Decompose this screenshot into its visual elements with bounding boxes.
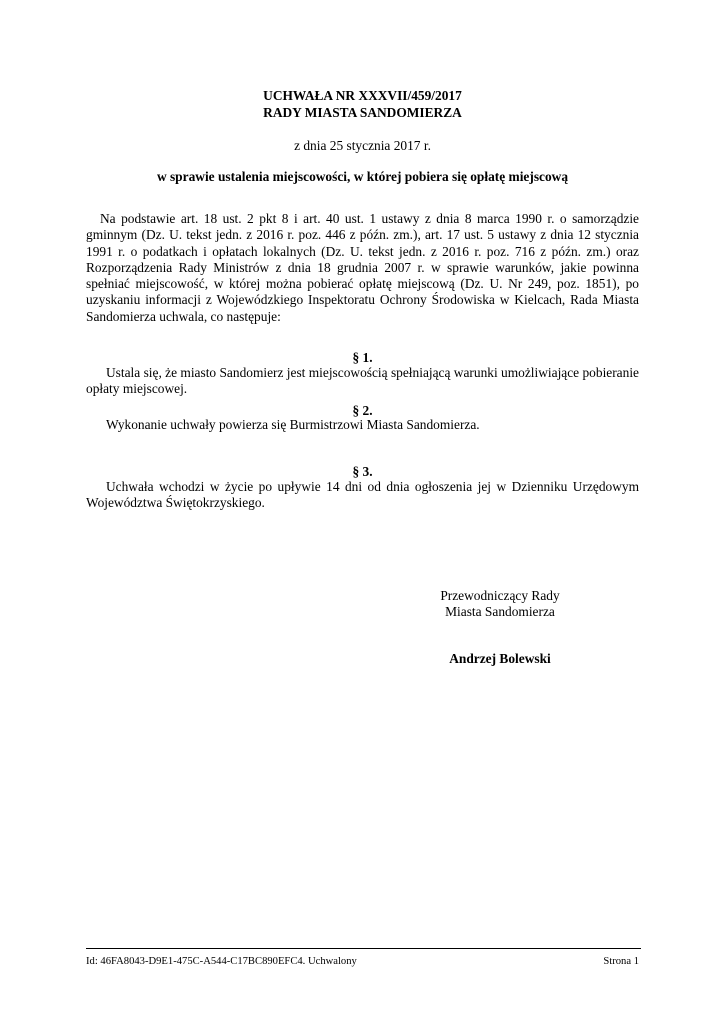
section-1-heading: § 1. xyxy=(352,350,373,365)
council-name: RADY MIASTA SANDOMIERZA xyxy=(263,105,462,120)
signature-role-line2: Miasta Sandomierza xyxy=(445,604,555,619)
preamble-paragraph: Na podstawie art. 18 ust. 2 pkt 8 i art. 40 ust. 1 ustawy z dnia 8 marca 1990 r. o samorządzie gminnym (Dz. U. tekst jedn. z 2016 r. poz. 446 z późn. zm.), art. 17 ust. 5 ustawy z dnia 12 stycznia 1991 r. o podatkach i opłatach lokalnych (Dz. U. tekst jedn. z 2016 r. poz. 716 z późn. zm.) oraz Rozporządzenia Rady Ministrów z dnia 18 grudnia 2007 r. w sprawie warunków, jakie powinna spełniać miejscowość, w której można pobierać opłatę miejscową (Dz. U. Nr 249, poz. 1851), po uzyskaniu informacji z Wojewódzkiego Inspektoratu Ochrony Środowiska w Kielcach, Rada Miasta Sandomierza uchwala, co następuje: xyxy=(86,211,639,324)
resolution-number: UCHWAŁA NR XXXVII/459/2017 xyxy=(263,88,462,103)
section-3-text: Uchwała wchodzi w życie po upływie 14 dni od dnia ogłoszenia jej w Dzienniku Urzędowym Województwa Świętokrzyskiego. xyxy=(86,479,639,511)
resolution-date: z dnia 25 stycznia 2017 r. xyxy=(294,138,431,153)
document-id: Id: 46FA8043-D9E1-475C-A544-C17BC890EFC4. Uchwalony xyxy=(86,956,357,967)
resolution-subject: w sprawie ustalenia miejscowości, w której pobiera się opłatę miejscową xyxy=(156,169,569,184)
section-2-heading: § 2. xyxy=(352,403,373,418)
page-number: Strona 1 xyxy=(603,956,639,967)
signature-role-line1: Przewodniczący Rady xyxy=(440,588,560,603)
section-2-text: Wykonanie uchwały powierza się Burmistrzowi Miasta Sandomierza. xyxy=(106,417,480,432)
section-3-heading: § 3. xyxy=(352,464,373,479)
footer-divider xyxy=(86,948,641,949)
signature-name: Andrzej Bolewski xyxy=(449,651,551,666)
section-1-text: Ustala się, że miasto Sandomierz jest miejscowością spełniającą warunki umożliwiające pobieranie opłaty miejscowej. xyxy=(86,365,639,397)
